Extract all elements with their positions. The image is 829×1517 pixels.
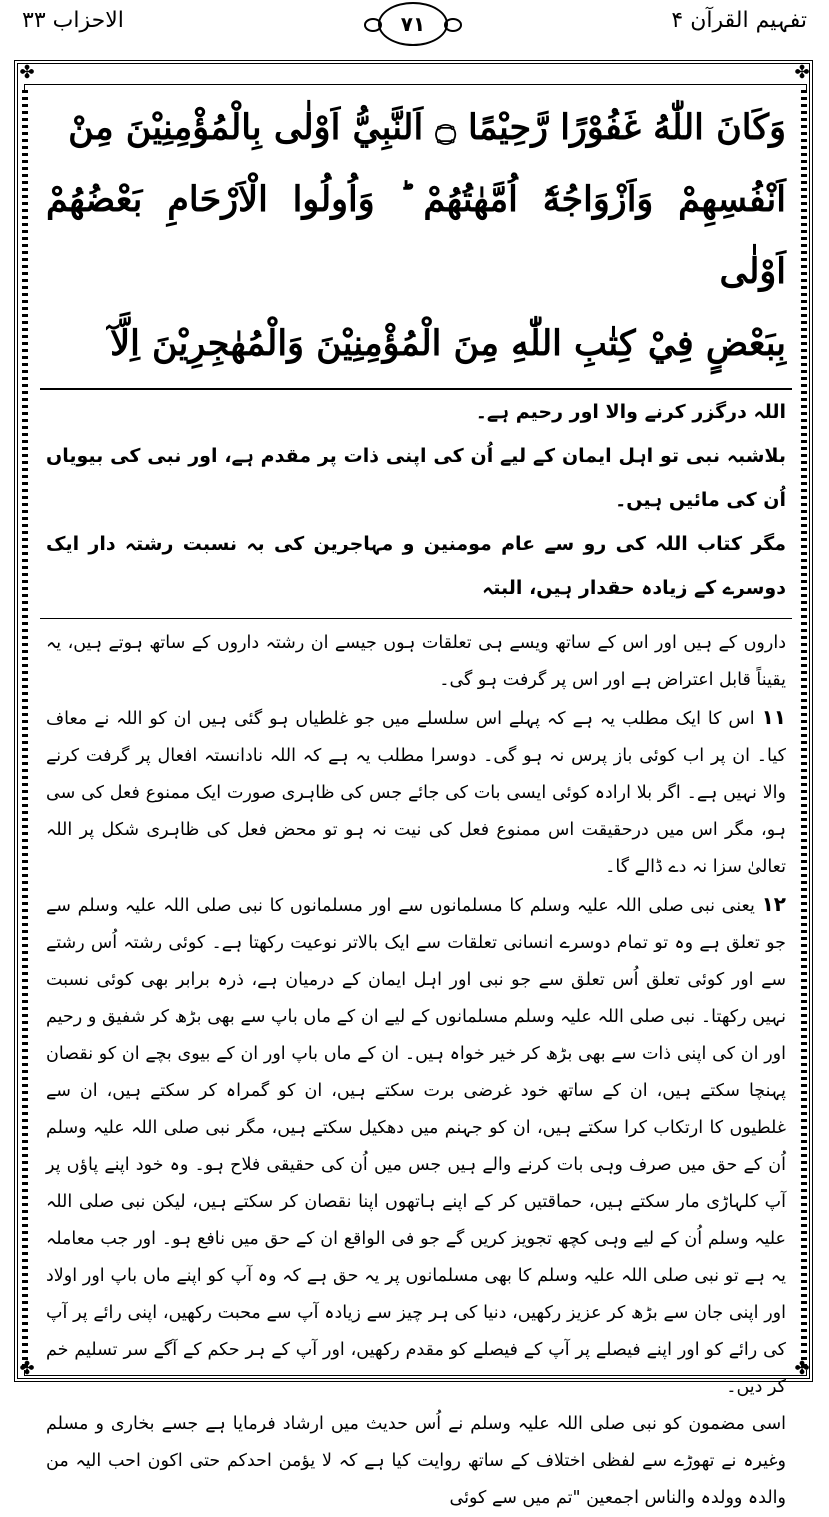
corner-ornament-icon: ✤ — [19, 62, 35, 83]
page-number: ۷۱ — [400, 12, 426, 36]
translation-line: اللہ درگزر کرنے والا اور رحیم ہے۔ — [475, 401, 786, 423]
border-rail-right — [801, 90, 807, 1370]
corner-ornament-icon: ✤ — [794, 62, 810, 83]
page-content — [40, 88, 792, 1517]
footnote-text: اس کا ایک مطلب یہ ہے کہ پہلے اس سلسلے میں جو غلطیاں ہو گئی ہیں ان کو اللہ نے معاف کیا۔ ان پر اب کوئی باز پرس نہ ہو گی۔ دوسرا مطلب یہ ہے کہ اللہ نادانستہ افعال پر گرفت کرنے والا نہیں ہے۔ اگر بلا ارادہ کوئی ایسی بات کی جائے جس کی ظاہری صورت ایک ممنوع فعل کی سی ہو، مگر اس میں درحقیقت اس ممنوع فعل کی نیت نہ ہو تو محض فعل کی ظاہری شکل پر اللہ تعالیٰ سزا نہ دے ڈالے گا۔ — [46, 709, 786, 877]
footnote-text: اسی مضمون کو نبی صلی اللہ علیہ وسلم نے اُس حدیث میں ارشاد فرمایا ہے جسے بخاری و مسلم وغیرہ نے تھوڑے سے لفظی اختلاف کے ساتھ روایت کیا ہے کہ لا یؤمن احدکم حتی اکون احب الیہ من والدہ وولدہ والناس اجمعین "تم میں سے کوئی — [46, 1414, 786, 1508]
page-header — [0, 0, 829, 50]
footnote — [46, 1406, 786, 1517]
footnote — [46, 886, 786, 1406]
footnote-text: داروں کے ہیں اور اس کے ساتھ ویسے ہی تعلقات ہوں جیسے ان رشتہ داروں کے ساتھ ہوتے ہیں، یہ یقیناً قابل اعتراض ہے اور اس پر گرفت ہو گی۔ — [46, 633, 786, 690]
corner-ornament-icon: ✤ — [19, 1358, 35, 1379]
border-rail-left — [22, 90, 28, 1370]
quran-verse — [40, 88, 792, 380]
book-title: تفہیم القرآن ۴ — [671, 8, 807, 33]
translation-line: بلاشبہ نبی تو اہل ایمان کے لیے اُن کی اپنی ذات پر مقدم ہے، اور نبی کی بیویاں اُن کی مائیں ہیں۔ — [46, 445, 786, 511]
surah-name: الاحزاب ۳۳ — [22, 8, 124, 33]
verse-line: اَنْفُسِهِمْ وَاَزْوَاجُهٗٓ اُمَّهٰتُهُمْ ؕ وَاُولُوا الْاَرْحَامِ بَعْضُهُمْ اَوْلٰى — [46, 179, 786, 292]
corner-ornament-icon: ✤ — [794, 1358, 810, 1379]
divider — [40, 618, 792, 619]
translation-line: مگر کتاب اللہ کی رو سے عام مومنین و مہاجرین کی بہ نسبت رشتہ دار ایک دوسرے کے زیادہ حقدار ہیں، البتہ — [46, 533, 786, 599]
footnote — [46, 625, 786, 699]
verse-line: بِبَعْضٍ فِيْ كِتٰبِ اللّٰهِ مِنَ الْمُؤْمِنِيْنَ وَالْمُهٰجِرِيْنَ اِلَّآ — [110, 323, 786, 364]
footnote — [46, 699, 786, 886]
page-number-ornament — [378, 2, 448, 46]
footnote-number: ۱۱ — [761, 705, 786, 729]
footnote-text: یعنی نبی صلی اللہ علیہ وسلم کا مسلمانوں سے اور مسلمانوں کا نبی صلی اللہ علیہ وسلم سے جو تعلق ہے وہ تو تمام دوسرے انسانی تعلقات سے ایک بالاتر نوعیت رکھتا ہے۔ کوئی رشتہ اُس رشتے سے اور کوئی تعلق اُس تعلق سے جو نبی اور اہل ایمان کے درمیان ہے، ذرہ برابر بھی کوئی نسبت نہیں رکھتا۔ نبی صلی اللہ علیہ وسلم مسلمانوں کے لیے ان کے ماں باپ سے بھی بڑھ کر شفیق و رحیم اور ان کی اپنی ذات سے بھی بڑھ کر خیر خواہ ہیں۔ ان کے ماں باپ اور ان کے بیوی بچے ان کو نقصان پہنچا سکتے ہیں، ان کے ساتھ خود غرضی برت سکتے ہیں، ان کو گمراہ کر سکتے ہیں، ان سے غلطیوں کا ارتکاب کرا سکتے ہیں، ان کو جہنم میں دھکیل سکتے ہیں، مگر نبی صلی اللہ علیہ وسلم اُن کے حق میں صرف وہی بات کرنے والے ہیں جس میں اُن کی حقیقی فلاح ہو۔ وہ خود اپنے پاؤں پر آپ کلہاڑی مار سکتے ہیں، حماقتیں کر کے اپنے ہاتھوں اپنا نقصان کر سکتے ہیں، لیکن نبی صلی اللہ علیہ وسلم اُن کے لیے وہی کچھ تجویز کریں گے جو فی الواقع ان کے حق میں نافع ہو۔ اور جب معاملہ یہ ہے تو نبی صلی اللہ علیہ وسلم کا بھی مسلمانوں پر یہ حق ہے کہ وہ آپ کو اپنے ماں باپ اور اولاد اور اپنی جان سے بڑھ کر عزیز رکھیں، دنیا کی ہر چیز سے زیادہ آپ سے محبت رکھیں، اپنی رائے پر آپ کی رائے کو اور اپنے فیصلے پر آپ کے فیصلے کو مقدم رکھیں، اور آپ کے ہر حکم کے آگے سر تسلیم خم کر دیں۔ — [46, 896, 786, 1397]
footnote-number: ۱۲ — [761, 892, 786, 916]
footnotes — [40, 625, 792, 1517]
translation — [40, 390, 792, 610]
verse-line: وَكَانَ اللّٰهُ غَفُوْرًا رَّحِيْمًا ۝ اَلنَّبِيُّ اَوْلٰى بِالْمُؤْمِنِيْنَ مِنْ — [68, 107, 786, 148]
